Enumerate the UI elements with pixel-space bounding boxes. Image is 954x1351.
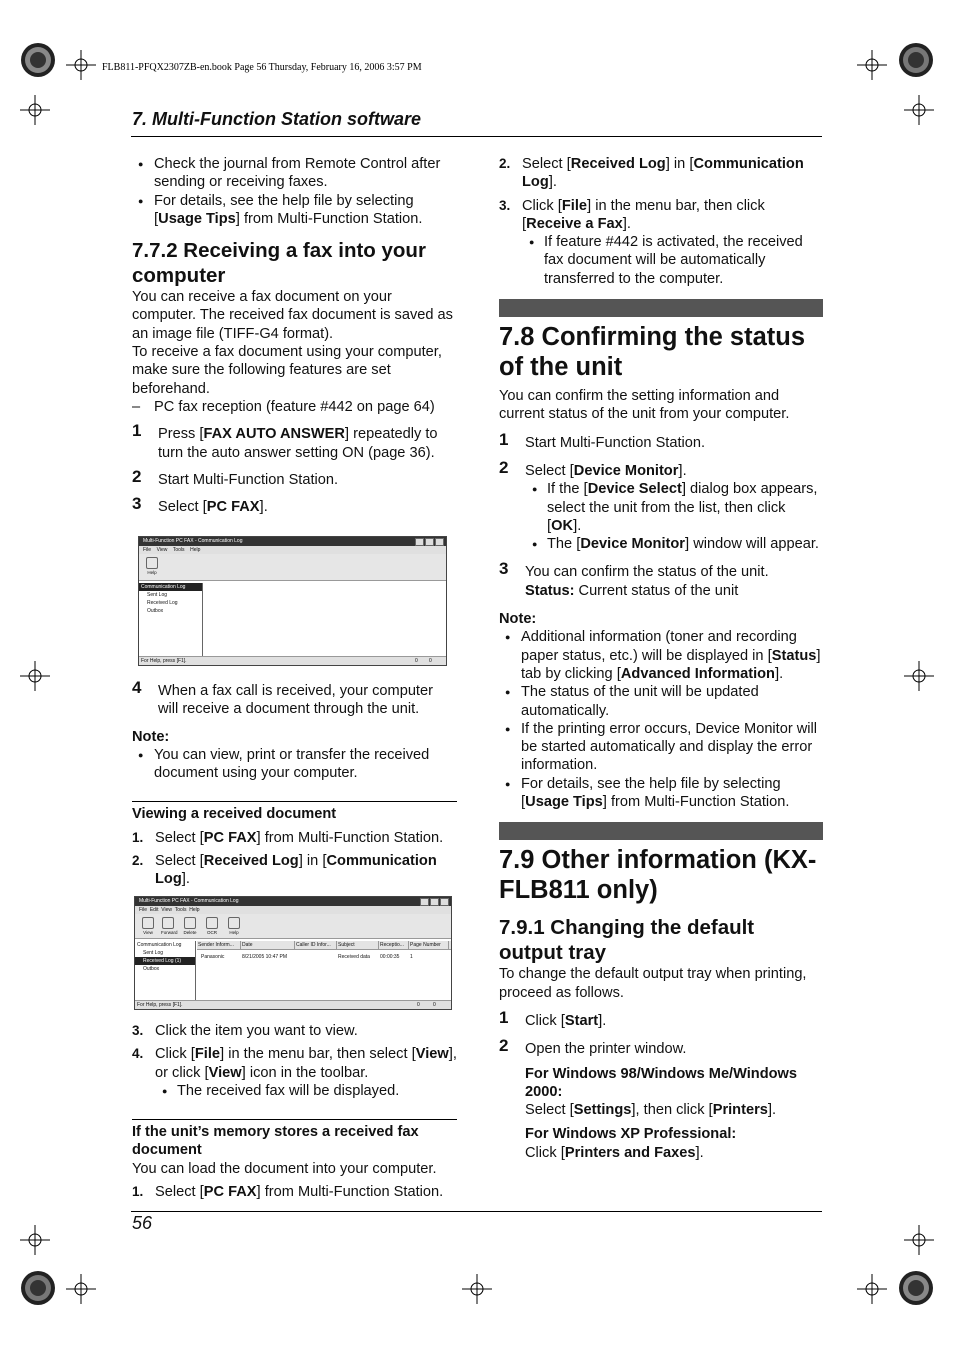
crop-mark-bottom-left [18,1268,58,1308]
status-bar: For Help, press [F1]. 0 0 [135,1000,451,1009]
list-item: 1. Select [ PC FAX ] from Multi-Function Station. [132,829,457,847]
os-step: Click [ Printers and Faxes ] . [525,1144,823,1162]
list-item: 3. Click the item you want to view. [132,1023,358,1039]
step-2: 2 Start Multi-Function Station. [132,466,339,488]
note-bullet: ● You can view, print or transfer the received document using your computer. [132,746,457,783]
registration-mark [904,1225,934,1255]
right-column [499,155,823,1162]
note-bullet: ● Additional information (toner and recording paper status, etc.) will be displayed in [ Status ] tab by clicking [ Advanced Information ] . [499,628,823,683]
subsection-title: 7.9.1 Changing the default output tray [499,916,755,965]
delete-icon [184,917,196,929]
note-bullet: ● If the printing error occurs, Device Monitor will be started automatically and display the error information. [499,720,823,775]
registration-mark [20,661,50,691]
registration-mark [857,1274,887,1304]
registration-mark [857,50,887,80]
print-info-line: FLB811-PFQX2307ZB-en.book Page 56 Thursday, February 16, 2006 3:57 PM [102,62,422,73]
toolbar-delete: Delete [183,916,197,936]
registration-mark [66,50,96,80]
menu-bar: File Edit View Tools Help [135,906,451,914]
list-item: 2. Select [ Received Log ] in [ Communication Log ] . [499,155,823,192]
screenshot-communication-log [138,536,447,666]
help-icon [228,917,240,929]
step-1: 1 Press [ FAX AUTO ANSWER ] repeatedly to turn the auto answer setting ON (page 36). [132,425,457,462]
toolbar [135,914,451,939]
bullet-item: ● For details, see the help file by selecting [ Usage Tips ] from Multi-Function Station. [132,192,457,229]
os-instructions [525,1065,823,1162]
help-icon [146,557,158,569]
menu-help: Help [190,547,201,553]
paragraph: You can receive a fax document on your computer. The received fax document is saved as an image file (TIFF-G4 format). [132,289,453,342]
minimize-icon [415,538,424,546]
step-1: 1 Start Multi-Function Station. [499,429,706,451]
window-title-bar: Multi-Function PC FAX - Communication Log [139,537,446,546]
minimize-icon [420,898,429,906]
table-header: Sender Inform... Date Caller ID Infor... Subject Receptio... Page Number [197,941,451,950]
step-2: 2 Select [ Device Monitor ] . [499,462,823,480]
os-label: For Windows 98/Windows Me/Windows 2000: [525,1065,798,1100]
view-icon [142,917,154,929]
toolbar-help: Help [145,556,159,576]
toolbar-help: Help [227,916,241,936]
step-2: 2 Open the printer window. [499,1036,687,1058]
toolbar [139,554,446,581]
crop-mark-top-left [18,40,58,80]
maximize-icon [425,538,434,546]
registration-mark [904,95,934,125]
step-bullet: ● The [ Device Monitor ] window will appear. [525,535,823,553]
table-row: Panasonic 8/21/2005 10:47 PM Received data 00:00:35 1 [201,954,413,960]
step-4: 4 When a fax call is received, your computer will receive a document through the unit. [132,678,433,718]
close-icon [435,538,444,546]
close-icon [440,898,449,906]
registration-mark [20,1225,50,1255]
toolbar-forward: Forward [161,916,175,936]
note-bullet: ● For details, see the help file by selecting [ Usage Tips ] from Multi-Function Station. [499,775,823,812]
section-bar [499,299,823,317]
crop-mark-bottom-right [896,1268,936,1308]
menu-bar [139,546,446,554]
tree-item: Received Log (1) [135,957,195,965]
list-subbullet: ● The received fax will be displayed. [155,1082,457,1100]
list-subbullet: ● If feature #442 is activated, the received fax document will be automatically transferred to the computer. [522,233,823,288]
list-item: 2. Select [ Received Log ] in [ Communication Log ] . [132,852,457,889]
memory-heading: If the unit’s memory stores a received fax document [132,1119,457,1160]
log-table [197,941,451,961]
menu-file: File [143,547,152,553]
footer-rule [131,1211,822,1212]
left-column [132,155,457,516]
registration-mark [20,95,50,125]
paragraph: You can load the document into your computer. [132,1160,437,1177]
step-3: 3 You can confirm the status of the unit. Status: Current status of the unit [499,559,769,599]
header-rule [131,136,822,137]
list-item: 4. Click [ File ] in the menu bar, then select [ View ] , or click [ View ] icon in the toolbar. [132,1045,457,1082]
subsection-title: 7.7.2 Receiving a fax into your computer [132,239,426,288]
step-3: 3 Select [ PC FAX ] . [132,498,457,516]
status-bar: For Help, press [F1]. 0 0 [139,656,446,665]
ocr-icon [206,917,218,929]
tree-item: Communication Log [137,942,182,948]
note-bullet: ● The status of the unit will be updated automatically. [499,683,823,720]
paragraph: To change the default output tray when printing, proceed as follows. [499,966,807,1001]
section-header: 7. Multi-Function Station software [132,109,421,129]
registration-mark [462,1274,492,1304]
os-step: Select [ Settings ] , then click [ Printers ] . [525,1101,823,1119]
tree-item: Sent Log [147,592,168,598]
left-column-cont [132,678,457,889]
menu-tools: Tools [172,547,185,553]
crop-mark-top-right [896,40,936,80]
tree-item: Sent Log [143,950,164,956]
os-label: For Windows XP Professional: [525,1126,737,1143]
registration-mark [904,661,934,691]
forward-icon [162,917,174,929]
section-title-7-8: 7.8 Confirming the status of the unit [499,323,806,382]
screenshot-received-log [134,896,452,1010]
section-bar [499,822,823,840]
note-label: Note: [132,728,170,745]
viewing-heading: Viewing a received document [132,801,457,823]
toolbar-ocr: OCR [205,916,219,936]
log-tree [139,583,203,656]
bullet-item: ● Check the journal from Remote Control after sending or receiving faxes. [132,155,457,192]
note-label: Note: [499,611,537,628]
log-tree [135,941,196,1000]
paragraph: You can confirm the setting information and current status of the unit from your computer. [499,388,790,423]
page-number: 56 [132,1213,153,1233]
window-title-bar: Multi-Function PC FAX - Communication Log [135,897,451,906]
paragraph: To receive a fax document using your computer, make sure the following features are set beforehand. [132,344,442,397]
registration-mark [66,1274,96,1304]
step-bullet: ● If the [ Device Select ] dialog box appears, select the unit from the list, then click [ OK ] . [525,480,823,535]
section-title-7-9: 7.9 Other information (KX-FLB811 only) [499,846,817,905]
dash-item: – PC fax reception (feature #442 on page 64) [132,398,435,415]
menu-view: View [156,547,168,553]
tree-item: Outbox [147,608,164,614]
step-1: 1 Click [ Start ] . [499,1012,823,1030]
left-column-bottom [132,1022,457,1201]
tree-item: Outbox [143,966,160,972]
maximize-icon [430,898,439,906]
toolbar-view: View [141,916,155,936]
list-item: 3. Click [ File ] in the menu bar, then click [ Receive a Fax ] . [499,197,823,234]
tree-item: Communication Log [139,583,202,591]
list-item: 1. Select [ PC FAX ] from Multi-Function Station. [132,1183,457,1201]
tree-item: Received Log [147,600,178,606]
